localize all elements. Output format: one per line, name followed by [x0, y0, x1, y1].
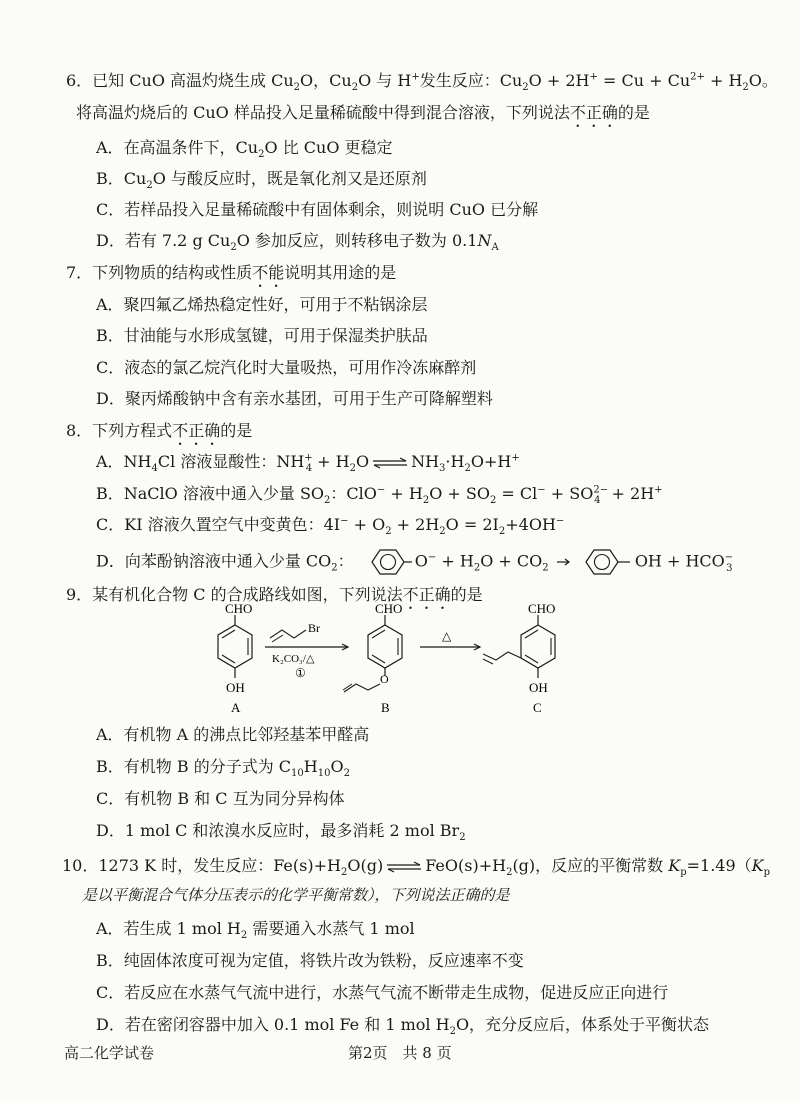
footer-page-number: 第2页 共 8 页 — [348, 1044, 452, 1062]
q9-option-c: C．有机物 B 和 C 互为同分异构体 — [96, 789, 345, 808]
molecule-a — [218, 601, 252, 715]
q9-option-a: A．有机物 A 的沸点比邻羟基苯甲醛高 — [96, 725, 370, 744]
phenoxide-ring-icon — [362, 547, 412, 577]
q8-option-c: C．KI 溶液久置空气中变黄色：$4I^- + O_2 + 2H_2O = 2I_2+4OH^-$ — [96, 515, 565, 538]
equilibrium-arrow-icon — [386, 861, 422, 873]
a-oh-label: OH — [226, 680, 245, 695]
q6-stem-line2: 将高温灼烧后的 CuO 样品投入足量稀硫酸中得到混合溶液，下列说法不正确的是 — [76, 103, 650, 122]
footer-course: 高二化学试卷 — [64, 1044, 155, 1062]
svg-text:O: O — [380, 672, 389, 686]
q8-option-d: D．向苯酚钠溶液中通入少量 $CO_2$： $O^- + H_2O + CO_2$ OH + $HCO^-_3$ — [96, 547, 733, 577]
label-a: A — [231, 700, 241, 715]
q9-option-b: B．有机物 B 的分子式为 $C_{10}H_{10}O_2$ — [96, 757, 350, 780]
reagent-label: K₂CO₃/△ — [272, 653, 315, 665]
q10-option-a: A．若生成 1 mol $H_2$ 需要通入水蒸气 1 mol — [96, 919, 415, 942]
reagent-allyl-bromide — [270, 621, 320, 642]
q10-stem-line1: 10．1273 K 时，发生反应：$Fe(s)+H_2O(g)$ $FeO(s)+H_2(g)$，反应的平衡常数 $K_p=1.49(K_p$ — [62, 856, 771, 879]
q10-option-c: C．若反应在水蒸气气流中进行，水蒸气气流不断带走生成物，促进反应正向进行 — [96, 983, 669, 1002]
label-b: B — [381, 700, 390, 715]
molecule-b — [343, 601, 402, 715]
c-cho-label: CHO — [528, 601, 556, 616]
c-oh-label: OH — [529, 680, 548, 695]
reaction-arrow-icon — [557, 557, 571, 567]
label-c: C — [533, 700, 542, 715]
q10-option-d: D．若在密闭容器中加入 0.1 mol Fe 和 1 mol $H_2O$，充分反应后，体系处于平衡状态 — [96, 1015, 710, 1038]
q9-stem: 9．某有机化合物 C 的合成路线如图，下列说法不正确的是 — [66, 585, 483, 604]
q8-option-a: A．$NH_4Cl$ 溶液显酸性：$NH^+_4 + H_2O$ $NH_3\cdot H_2O+H^+$ — [96, 452, 520, 475]
q6-stem-line1: 6．已知 CuO 高温灼烧生成 $Cu_2O$，$Cu_2O$ 与 H+发生反应：$Cu_2O + 2H^+ = Cu + Cu^{2+} + H_2O$。 — [66, 71, 778, 94]
q7-option-a: A．聚四氟乙烯热稳定性好，可用于不粘锅涂层 — [96, 295, 428, 314]
q10-option-b: B．纯固体浓度可视为定值，将铁片改为铁粉，反应速率不变 — [96, 951, 524, 970]
q7-stem: 7．下列物质的结构或性质不能说明其用途的是 — [66, 263, 397, 282]
q6-option-b: B．$Cu_2O$ 与酸反应时，既是氧化剂又是还原剂 — [96, 169, 427, 192]
q6-option-c: C．若样品投入足量稀硫酸中有固体剩余，则说明 CuO 已分解 — [96, 200, 539, 219]
q6-option-d: D．若有 7.2 g $Cu_2O$ 参加反应，则转移电子数为 $0.1N_A$ — [96, 231, 499, 254]
q7-option-d: D．聚丙烯酸钠中含有亲水基团，可用于生产可降解塑料 — [96, 389, 493, 408]
q8-stem: 8．下列方程式不正确的是 — [66, 421, 253, 440]
a-cho-label: CHO — [225, 601, 253, 616]
q7-option-c: C．液态的氯乙烷汽化时大量吸热，可用作冷冻麻醉剂 — [96, 358, 477, 377]
heat-label: △ — [442, 629, 452, 643]
equilibrium-arrow-icon — [372, 457, 408, 469]
br-label: Br — [308, 621, 320, 635]
b-cho-label: CHO — [375, 601, 403, 616]
q8-option-b: B．NaClO 溶液中通入少量 $SO_2$：$ClO^- + H_2O + SO_2 = Cl^- + SO^{2-}_4 + 2H^+$ — [96, 484, 663, 507]
synthesis-scheme — [180, 600, 660, 718]
molecule-c — [483, 601, 555, 715]
q9-option-d: D．1 mol C 和浓溴水反应时，最多消耗 2 mol $Br_2$ — [96, 821, 466, 844]
step-label: ① — [295, 666, 306, 680]
q6-option-a: A．在高温条件下，$Cu_2O$ 比 CuO 更稳定 — [96, 138, 393, 161]
q10-stem-line2: 是以平衡混合气体分压表示的化学平衡常数），下列说法正确的是 — [82, 886, 510, 904]
q7-option-b: B．甘油能与水形成氢键，可用于保湿类护肤品 — [96, 326, 428, 345]
phenol-ring-icon — [582, 547, 632, 577]
